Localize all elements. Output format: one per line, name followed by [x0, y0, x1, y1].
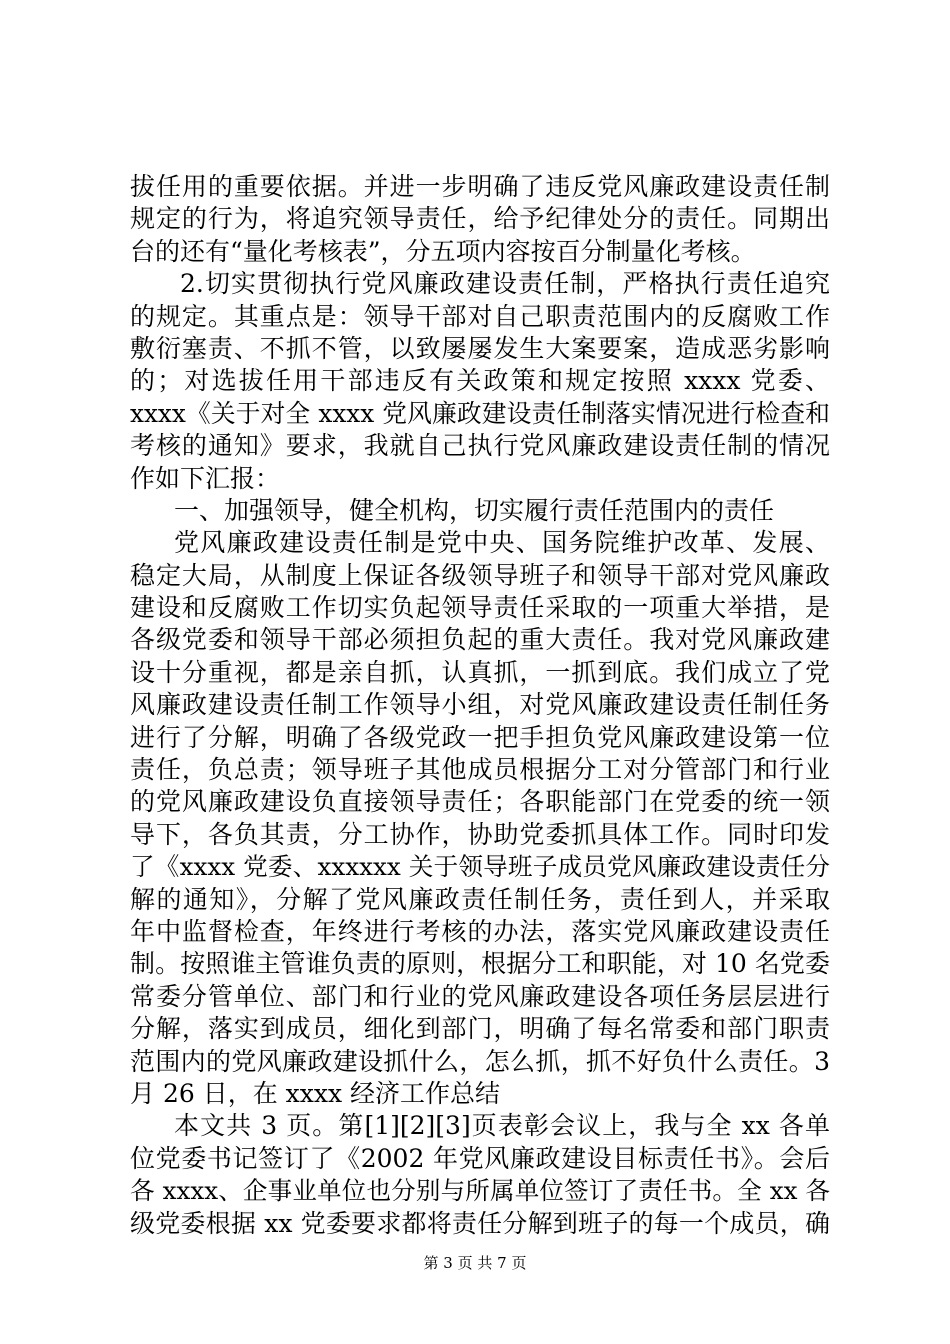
paragraph-line: 常委分管单位、部门和行业的党风廉政建设各项任务层层进行	[130, 981, 830, 1011]
paragraph-line: 责任，负总责；领导班子其他成员根据分工对分管部门和行业	[130, 755, 830, 785]
paragraph-line: 风廉政建设责任制工作领导小组，对党风廉政建设责任制任务	[130, 690, 830, 720]
paragraph-line: 规定的行为，将追究领导责任，给予纪律处分的责任。同期出	[130, 204, 830, 234]
paragraph-line: 作如下汇报：	[130, 463, 281, 493]
paragraph-line: 党风廉政建设责任制是党中央、国务院维护改革、发展、	[174, 528, 830, 558]
paragraph-line: 范围内的党风廉政建设抓什么，怎么抓，抓不好负什么责任。3	[130, 1046, 830, 1076]
paragraph-line: 拔任用的重要依据。并进一步明确了违反党风廉政建设责任制	[130, 172, 830, 201]
paragraph-line: 月 26 日，在 xxxx 经济工作总结	[130, 1078, 500, 1108]
paragraph-line: 进行了分解，明确了各级党政一把手担负党风廉政建设第一位	[130, 722, 830, 752]
paragraph-line: 2.切实贯彻执行党风廉政建设责任制，严格执行责任追究	[180, 269, 830, 299]
paragraph-line: 了《xxxx 党委、xxxxxx 关于领导班子成员党风廉政建设责任分	[130, 852, 830, 882]
paragraph-line: 本文共 3 页。第[1][2][3]页表彰会议上，我与全 xx 各单	[174, 1111, 830, 1141]
paragraph-line: 设十分重视，都是亲自抓，认真抓，一抓到底。我们成立了党	[130, 657, 830, 687]
paragraph-line: 稳定大局，从制度上保证各级领导班子和领导干部对党风廉政	[130, 560, 830, 590]
paragraph-line: 年中监督检查，年终进行考核的办法，落实党风廉政建设责任	[130, 916, 830, 946]
paragraph-line: 分解，落实到成员，细化到部门，明确了每名常委和部门职责	[130, 1014, 830, 1044]
paragraph-line: 考核的通知》要求，我就自己执行党风廉政建设责任制的情况	[130, 431, 830, 461]
paragraph-line: 敷衍塞责、不抓不管，以致屡屡发生大案要案，造成恶劣影响	[130, 333, 830, 363]
paragraph-line: 的；对选拔任用干部违反有关政策和规定按照 xxxx 党委、	[130, 366, 830, 396]
paragraph-line: xxxx《关于对全 xxxx 党风廉政建设责任制落实情况进行检查和	[130, 398, 830, 428]
page-number-footer: 第 3 页 共 7 页	[423, 1254, 527, 1272]
paragraph-line: 制。按照谁主管谁负责的原则，根据分工和职能，对 10 名党委	[130, 949, 830, 979]
document-body	[130, 171, 830, 1240]
paragraph-line: 级党委根据 xx 党委要求都将责任分解到班子的每一个成员，确	[130, 1208, 830, 1238]
paragraph-line: 台的还有“量化考核表”，分五项内容按百分制量化考核。	[130, 236, 756, 266]
paragraph-line: 的党风廉政建设负直接领导责任；各职能部门在党委的统一领	[130, 787, 830, 817]
paragraph-line: 各级党委和领导干部必须担负起的重大责任。我对党风廉政建	[130, 625, 830, 655]
section-heading: 一、加强领导，健全机构，切实履行责任范围内的责任	[174, 495, 775, 525]
paragraph-line: 位党委书记签订了《2002 年党风廉政建设目标责任书》。会后	[130, 1143, 830, 1173]
paragraph-line: 解的通知》，分解了党风廉政责任制任务，责任到人，并采取	[130, 884, 830, 914]
paragraph-line: 的规定。其重点是：领导干部对自己职责范围内的反腐败工作	[130, 301, 830, 331]
paragraph-line: 建设和反腐败工作切实负起领导责任采取的一项重大举措，是	[130, 593, 830, 623]
paragraph-line: 导下，各负其责，分工协作，协助党委抓具体工作。同时印发	[130, 819, 830, 849]
paragraph-line: 各 xxxx、企事业单位也分别与所属单位签订了责任书。全 xx 各	[130, 1176, 830, 1206]
